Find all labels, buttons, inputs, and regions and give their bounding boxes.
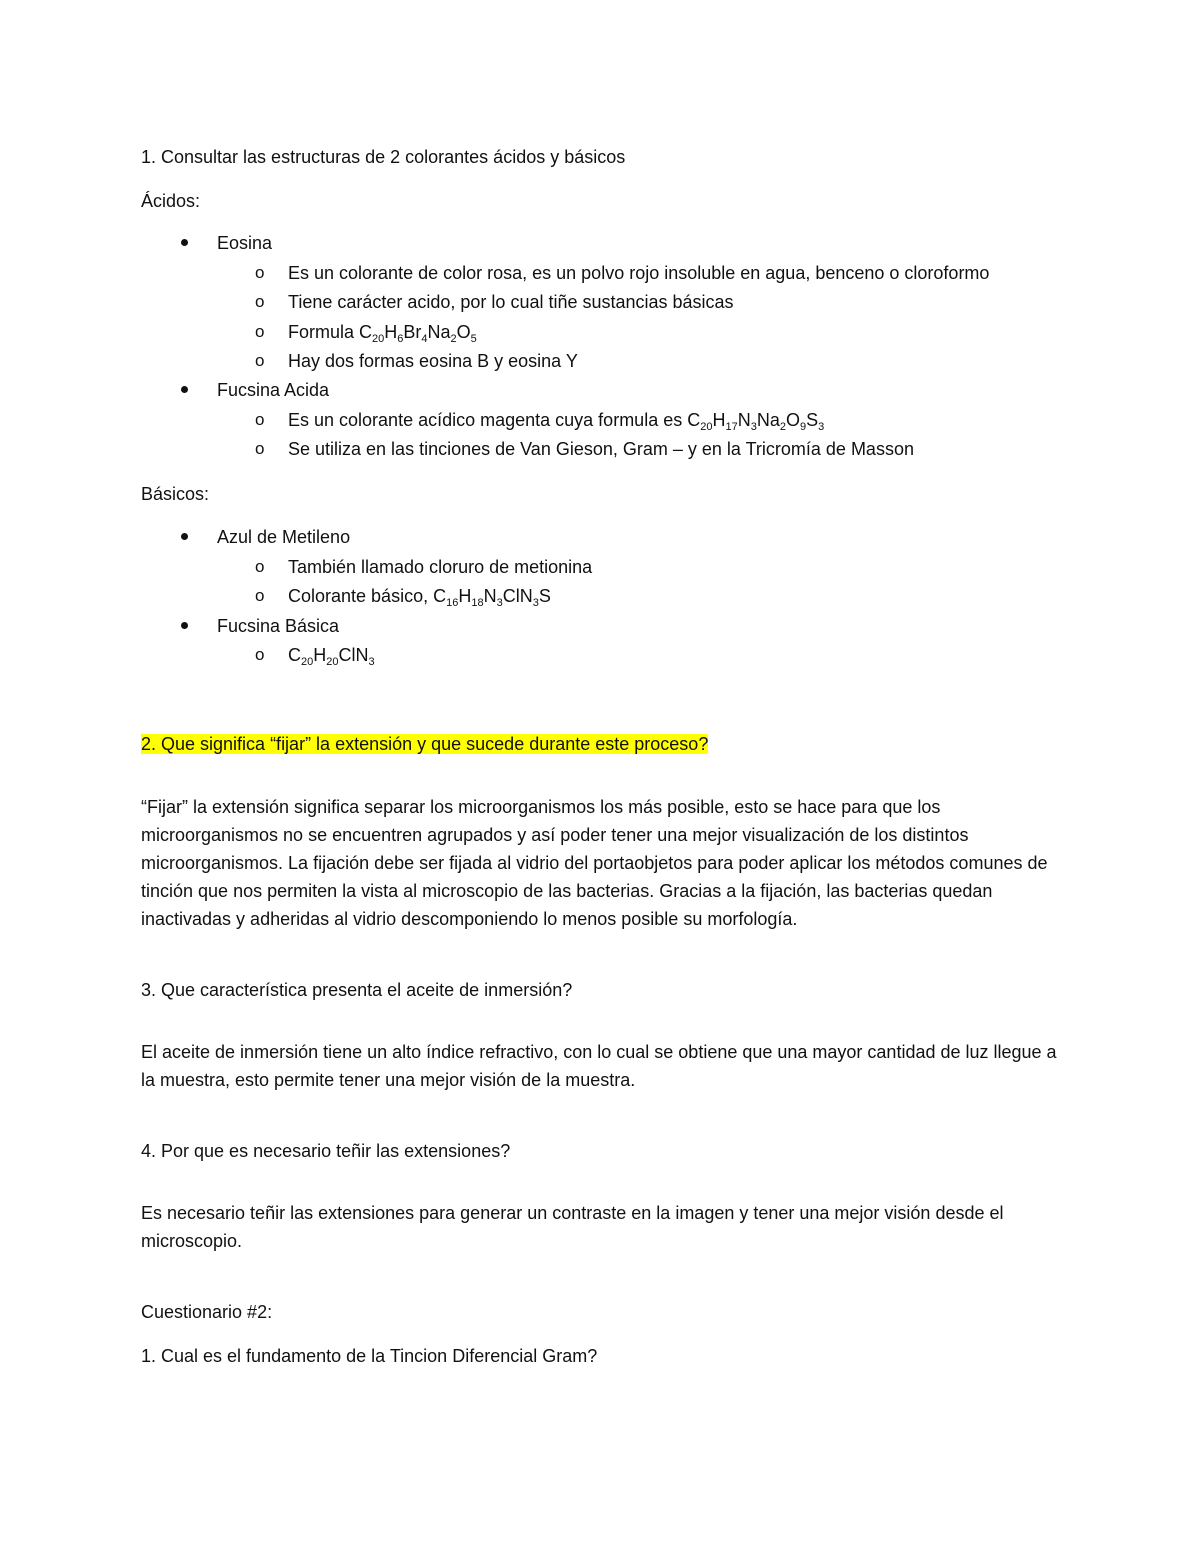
formula-subscript: 17 (725, 421, 738, 433)
eosina-label: Eosina (217, 233, 273, 253)
circle-bullet-icon: o (255, 351, 265, 370)
acids-heading: Ácidos: (141, 191, 201, 211)
formula-element: C (288, 645, 301, 665)
eosina-formula-prefix: Formula (288, 322, 360, 342)
formula-subscript: 18 (471, 597, 484, 609)
cuestionario2-title: Cuestionario #2: (141, 1302, 273, 1322)
formula-subscript: 3 (496, 597, 503, 609)
q3-title: 3. Que característica presenta el aceite de inmersión? (141, 980, 573, 1000)
formula-element: H (712, 410, 726, 430)
eosina-formula (359, 322, 477, 345)
formula-subscript: 20 (372, 333, 385, 345)
formula-element: ClN (338, 645, 369, 665)
bullet-icon (181, 239, 188, 246)
formula-subscript: 2 (450, 333, 457, 345)
q2-title-highlight: 2. Que significa “fijar” la extensión y que sucede durante este proceso? (141, 734, 709, 754)
circle-bullet-icon: o (255, 645, 265, 664)
formula-element: S (806, 410, 819, 430)
formula-element: Br (403, 322, 422, 342)
formula-subscript: 20 (700, 421, 713, 433)
q4-title: 4. Por que es necesario teñir las extensiones? (141, 1141, 511, 1161)
formula-subscript: 20 (301, 656, 314, 668)
fucsina-basica-label: Fucsina Básica (217, 616, 340, 636)
formula-subscript: 3 (818, 421, 825, 433)
q3-answer: El aceite de inmersión tiene un alto índice refractivo, con lo cual se obtiene que una mayor cantidad de luz llegue a la muestra, esto permite tener una mejor visión de la muestra. (141, 1042, 1057, 1090)
formula-element: C (687, 410, 701, 430)
formula-element: N (483, 586, 497, 606)
formula-element: Na (756, 410, 780, 430)
bullet-icon (181, 386, 188, 393)
formula-subscript: 4 (421, 333, 428, 345)
formula-element: H (458, 586, 472, 606)
formula-subscript: 5 (470, 333, 477, 345)
fucsina-acida-label: Fucsina Acida (217, 380, 330, 400)
circle-bullet-icon: o (255, 263, 265, 282)
cuestionario2-q1: 1. Cual es el fundamento de la Tincion Diferencial Gram? (141, 1346, 598, 1366)
formula-element: S (538, 586, 551, 606)
formula-element: ClN (502, 586, 533, 606)
fucsina-acida-sub-1 (288, 406, 824, 434)
q4-answer: Es necesario teñir las extensiones para generar un contraste en la imagen y tener una mejor visión desde el microscopio. (141, 1203, 1004, 1251)
formula-element: N (737, 410, 751, 430)
formula-subscript: 3 (368, 656, 375, 668)
circle-bullet-icon: o (255, 586, 265, 605)
formula-subscript: 3 (750, 421, 757, 433)
formula-subscript: 2 (779, 421, 786, 433)
formula-element: O (456, 322, 471, 342)
azul-sub-2 (288, 582, 551, 610)
fucsina-acida-formula-prefix: Es un colorante acídico magenta cuya formula es (288, 410, 688, 430)
circle-bullet-icon: o (255, 410, 265, 429)
q1-title: 1. Consultar las estructuras de 2 colorantes ácidos y básicos (141, 147, 626, 167)
eosina-sub-4: Hay dos formas eosina B y eosina Y (288, 351, 578, 371)
fucsina-acida-formula (687, 410, 825, 433)
azul-sub-1: También llamado cloruro de metionina (288, 557, 593, 577)
circle-bullet-icon: o (255, 439, 265, 458)
eosina-sub-2: Tiene carácter acido, por lo cual tiñe sustancias básicas (288, 292, 734, 312)
eosina-sub-1: Es un colorante de color rosa, es un polvo rojo insoluble en agua, benceno o cloroformo (288, 263, 990, 283)
azul-formula (433, 586, 551, 609)
formula-element: O (785, 410, 800, 430)
q2-answer: “Fijar” la extensión significa separar los microorganismos los más posible, esto se hace para que los microorganismos no se encuentren agrupados y así poder tener una mejor visualización de los distintos microorganismos. La fijación debe ser fijada al vidrio del portaobjetos para poder aplicar los métodos comunes de tinción que nos permiten la vista al microscopio de las bacterias. Gracias a la fijación, las bacterias quedan inactivadas y adheridas al vidrio descomponiendo lo menos posible su morfología. (141, 797, 1048, 929)
fucsina-basica-sub-1 (288, 641, 375, 669)
azul-formula-prefix: Colorante básico, (288, 586, 434, 606)
bullet-icon (181, 622, 188, 629)
formula-element: Na (427, 322, 451, 342)
circle-bullet-icon: o (255, 557, 265, 576)
q2-title (141, 730, 708, 758)
formula-element: C (359, 322, 373, 342)
formula-subscript: 16 (446, 597, 459, 609)
circle-bullet-icon: o (255, 292, 265, 311)
formula-element: H (384, 322, 398, 342)
formula-subscript: 9 (800, 421, 807, 433)
bullet-icon (181, 533, 188, 540)
formula-subscript: 20 (326, 656, 339, 668)
azul-label: Azul de Metileno (217, 527, 351, 547)
eosina-sub-3 (288, 318, 477, 346)
fucsina-basica-formula (288, 645, 375, 668)
basics-heading: Básicos: (141, 484, 210, 504)
formula-subscript: 6 (397, 333, 404, 345)
formula-subscript: 3 (532, 597, 539, 609)
circle-bullet-icon: o (255, 322, 265, 341)
formula-element: C (433, 586, 447, 606)
formula-element: H (313, 645, 327, 665)
fucsina-acida-sub-2: Se utiliza en las tinciones de Van Gieson, Gram – y en la Tricromía de Masson (288, 439, 914, 459)
